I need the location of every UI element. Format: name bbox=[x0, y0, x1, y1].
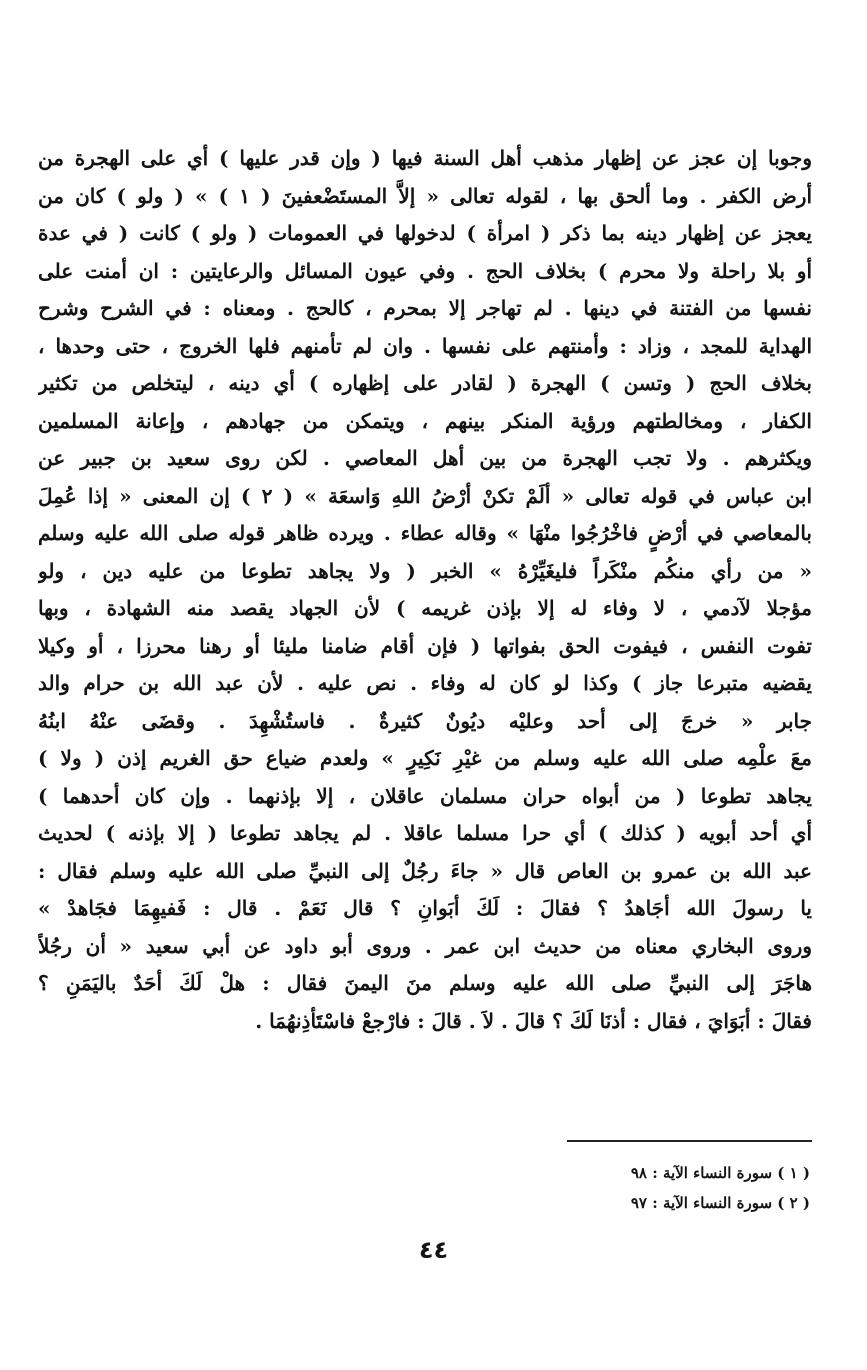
text-line: جابر « خرجَ إلى أحد وعليْه ديُونٌ كثيرةٌ . فاستُشْهِدَ . وقضَى عنْهُ ابنُهُ bbox=[38, 708, 812, 733]
text-line: الكفار ، ومخالطتهم ورؤية المنكر بينهم ، ويتمكن من جهادهم ، وإعانة المسلمين bbox=[38, 408, 812, 433]
footnote-2: ( ٢ ) سورة النساء الآية : ٩٧ bbox=[630, 1194, 810, 1212]
text-line: وجوبا إن عجز عن إظهار مذهب أهل السنة فيها ( وإن قدر عليها ) أي على الهجرة من bbox=[38, 146, 812, 170]
text-line: بالمعاصي في أرْضٍ فاخْرُجُوا منْهَا » وقاله عطاء . ويرده ظاهر قوله صلى الله عليه وسلم bbox=[38, 521, 812, 545]
main-text bbox=[38, 140, 812, 1040]
text-line: أرض الكفر . وما ألحق بها ، لقوله تعالى « إلاَّ المستَضْعفينَ ( ١ ) » ( ولو ) كان من bbox=[38, 183, 812, 208]
footnotes bbox=[631, 1158, 810, 1218]
text-line: عبد الله بن عمرو بن العاص قال « جاءَ رجُلٌ إلى النبيِّ صلى الله عليه وسلم فقال : bbox=[38, 858, 812, 883]
footnote-1: ( ١ ) سورة النساء الآية : ٩٨ bbox=[630, 1164, 810, 1182]
text-line: « من رأي منكُم منْكَراً فليغَيِّرْهُ » الخبر ( ولا يجاهد تطوعا من عليه دين ، ولو bbox=[38, 558, 812, 583]
text-line: ويكثرهم . ولا تجب الهجرة من بين أهل المعاصي . لكن روى سعيد بن جبير عن bbox=[38, 446, 812, 470]
page-body bbox=[38, 140, 812, 1040]
text-line: أي أحد أبويه ( كذلك ) أي حرا مسلما عاقلا . لم يجاهد تطوعا ( إلا بإذنه ) لحديث bbox=[38, 821, 812, 845]
text-line: ابن عباس في قوله تعالى « ألَمْ تكنْ أرْضُ اللهِ وَاسعَة » ( ٢ ) إن المعنى « إذا عُمِلَ bbox=[38, 483, 812, 508]
footnote-separator bbox=[567, 1140, 812, 1142]
text-line: أو بلا راحلة ولا محرم ) بخلاف الحج . وفي عيون المسائل والرعايتين : ان أمنت على bbox=[38, 258, 812, 283]
text-line: نفسها من الفتنة في دينها . لم تهاجر إلا بمحرم ، كالحج . ومعناه : في الشرح وشرح bbox=[38, 296, 812, 320]
text-line: يا رسولَ الله أجَاهدُ ؟ فقالَ : لَكَ أبَوانِ ؟ قال نَعَمْ . قال : فَفيهِمَا فجَاهدْ » bbox=[38, 896, 812, 920]
text-line: وروى البخاري معناه من حديث ابن عمر . وروى أبو داود عن أبي سعيد « أن رجُلاً bbox=[38, 933, 812, 958]
page-number: ٤٤ bbox=[418, 1236, 449, 1264]
text-line: فقالَ : أبَوَايَ ، فقال : أذنَا لَكَ ؟ قالَ . لاَ . قالَ : فارْجعْ فاسْتَأذِنهُمَا . bbox=[255, 1008, 812, 1033]
text-line: معَ علْمِه صلى الله عليه وسلم من غيْرِ نَكِيرٍ » ولعدم ضياع حق الغريم إذن ( ولا ) bbox=[38, 746, 812, 770]
text-line: بخلاف الحج ( وتسن ) الهجرة ( لقادر على إظهاره ) أي دينه ، ليتخلص من تكثير bbox=[38, 371, 812, 395]
text-line: تفوت النفس ، فيفوت الحق بفواتها ( فإن أقام ضامنا مليئا أو رهنا محرزا ، أو وكيلا bbox=[38, 633, 812, 658]
text-line: مؤجلا لآدمي ، لا وفاء له إلا بإذن غريمه ) لأن الجهاد يقصد منه الشهادة ، وبها bbox=[38, 596, 812, 620]
text-line: الهداية للمجد ، وزاد : وأمنتهم على نفسها . وان لم تأمنهم فلها الخروج ، حتى وحدها ، bbox=[38, 333, 812, 358]
text-line: يقضيه متبرعا جاز ) وكذا لو كان له وفاء . نص عليه . لأن عبد الله بن حرام والد bbox=[38, 671, 812, 695]
text-line: يعجز عن إظهار دينه بما ذكر ( امرأة ) لدخولها في العمومات ( ولو ) كانت ( في عدة bbox=[38, 221, 812, 245]
text-line: يجاهد تطوعا ( من أبواه حران مسلمان عاقلان ، إلا بإذنهما . وإن كان أحدهما ) bbox=[38, 783, 812, 808]
text-line: هاجَرَ إلى النبيِّ صلى الله عليه وسلم منَ اليمنَ فقال : هلْ لَكَ أحَدٌ باليَمَنِ ؟ bbox=[38, 971, 812, 995]
